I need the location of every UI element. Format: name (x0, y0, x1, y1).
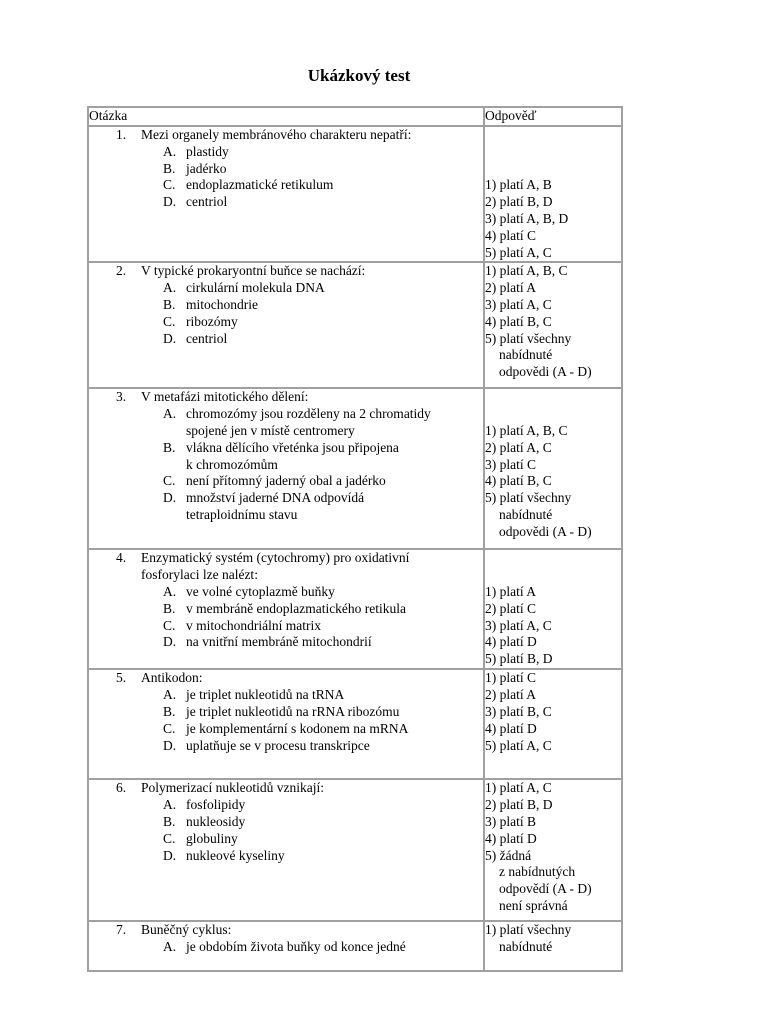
answer-column-header: Odpověď (484, 107, 622, 126)
answer-option: 5) žádná (485, 847, 532, 863)
question-number: 3. (116, 389, 127, 405)
question-rows (88, 126, 622, 971)
question-row (88, 549, 622, 669)
answer-cell (484, 388, 622, 549)
option-letter: C. (163, 617, 176, 633)
answer-option: 5) platí A, C (485, 737, 552, 753)
option-item: D. centriol (163, 194, 228, 210)
option-letter: D. (163, 330, 177, 346)
answer-option: 1) platí A, C (485, 780, 552, 796)
answer-option: 4) platí B, C (485, 313, 552, 329)
option-item: B. jadérko (163, 160, 227, 176)
answer-option: 4) platí D (485, 720, 537, 736)
question-cell (88, 779, 484, 921)
question-text: 6. Polymerizací nukleotidů vznikají: (116, 780, 324, 796)
question-cell (88, 126, 484, 262)
option-letter: B. (163, 160, 176, 176)
question-column-header: Otázka (88, 107, 484, 126)
answer-option: 3) platí A, B, D (485, 210, 569, 226)
option-letter: C. (163, 473, 176, 489)
option-item: A. je obdobím života buňky od konce jedné (163, 939, 406, 955)
option-item: D. na vnitřní membráně mitochondrií (163, 634, 372, 650)
question-text: 2. V typické prokaryontní buňce se nachází: (116, 263, 366, 279)
question-number: 4. (116, 550, 127, 566)
option-letter: C. (163, 720, 176, 736)
answer-option: 2) platí A (485, 687, 536, 703)
option-item: B. v membráně endoplazmatického retikula (163, 600, 407, 616)
answer-option: 4) platí C (485, 227, 536, 243)
question-cell (88, 262, 484, 388)
option-item: A. fosfolipidy (163, 797, 246, 813)
option-letter: A. (163, 939, 177, 955)
answer-cell (484, 779, 622, 921)
answer-option: 4) platí B, C (485, 473, 552, 489)
answer-option: 1) platí C (485, 670, 536, 686)
question-cell (88, 549, 484, 669)
answer-option: 3) platí B (485, 813, 536, 829)
question-row (88, 779, 622, 921)
question-text: 5. Antikodon: (116, 670, 203, 686)
answer-option: 3) platí A, C (485, 296, 552, 312)
question-cell (88, 669, 484, 779)
answer-option: 5) platí všechny (485, 330, 572, 346)
option-item: A. ve volné cytoplazmě buňky (163, 583, 335, 599)
option-item: A. chromozómy jsou rozděleny na 2 chromatidy (163, 406, 431, 422)
answer-cell (484, 921, 622, 971)
question-text: 1. Mezi organely membránového charakteru nepatří: (116, 127, 412, 142)
option-letter: D. (163, 490, 177, 506)
question-text: 7. Buněčný cyklus: (116, 922, 232, 938)
table-header-row (88, 107, 622, 126)
option-letter: B. (163, 439, 176, 455)
answer-option: 3) platí A, C (485, 617, 552, 633)
option-letter: D. (163, 737, 177, 753)
option-item: k chromozómům (186, 456, 278, 472)
option-item: spojené jen v místě centromery (186, 422, 355, 438)
option-letter: D. (163, 634, 177, 650)
option-letter: A. (163, 406, 177, 422)
option-letter: A. (163, 143, 177, 159)
answer-option: odpovědí (A - D) (499, 881, 592, 897)
option-item: C. je komplementární s kodonem na mRNA (163, 720, 409, 736)
question-text: 3. V metafázi mitotického dělení: (116, 389, 309, 405)
option-item: B. vlákna dělícího vřeténka jsou připojena (163, 439, 399, 455)
answer-option: 5) platí B, D (485, 651, 553, 667)
answer-option: 1) platí A, B (485, 177, 552, 193)
answer-option: odpovědi (A - D) (499, 523, 592, 539)
document-title: Ukázkový test (307, 66, 411, 85)
answer-option: není správná (499, 897, 568, 913)
question-row (88, 126, 622, 262)
answer-option: nabídnuté (499, 939, 553, 955)
answer-option: 4) platí D (485, 830, 537, 846)
answer-option: 2) platí B, D (485, 797, 553, 813)
option-item: D. centriol (163, 330, 228, 346)
answer-option: 1) platí A, B, C (485, 263, 568, 279)
option-item: A. plastidy (163, 143, 229, 159)
answer-option: nabídnuté (499, 347, 553, 363)
answer-option: 2) platí B, D (485, 194, 553, 210)
option-item: C. endoplazmatické retikulum (163, 177, 334, 193)
option-letter: B. (163, 703, 176, 719)
option-item: C. ribozómy (163, 313, 238, 329)
answer-option: 2) platí C (485, 600, 536, 616)
answer-option: 2) platí A (485, 280, 536, 296)
option-item: C. globuliny (163, 830, 238, 846)
answer-cell (484, 669, 622, 779)
option-item: tetraploidnímu stavu (186, 506, 298, 522)
question-row (88, 669, 622, 779)
question-number: 7. (116, 922, 127, 938)
option-letter: D. (163, 847, 177, 863)
question-number: 6. (116, 780, 127, 796)
question-number: 1. (116, 127, 127, 142)
option-letter: D. (163, 194, 177, 210)
answer-option: 1) platí A (485, 583, 536, 599)
question-row (88, 388, 622, 549)
answer-option: 3) platí C (485, 456, 536, 472)
answer-option: 1) platí všechny (485, 922, 572, 938)
answer-option: 2) platí A, C (485, 439, 552, 455)
option-item: A. cirkulární molekula DNA (163, 280, 325, 296)
answer-option: 1) platí A, B, C (485, 422, 568, 438)
question-cell (88, 921, 484, 971)
question-text: 4. Enzymatický systém (cytochromy) pro oxidativní (116, 550, 410, 566)
answer-option: nabídnuté (499, 506, 553, 522)
option-letter: A. (163, 280, 177, 296)
option-item: C. není přítomný jaderný obal a jadérko (163, 473, 386, 489)
option-letter: A. (163, 797, 177, 813)
question-row (88, 262, 622, 388)
question-number: 2. (116, 263, 127, 279)
option-letter: C. (163, 830, 176, 846)
question-cell (88, 388, 484, 549)
answer-option: 5) platí A, C (485, 244, 552, 260)
option-letter: C. (163, 313, 176, 329)
answer-option: 4) platí D (485, 634, 537, 650)
question-text: fosforylaci lze nalézt: (141, 567, 258, 583)
option-item: B. je triplet nukleotidů na rRNA ribozómu (163, 703, 400, 719)
answer-cell (484, 549, 622, 669)
answer-cell (484, 262, 622, 388)
option-item: A. je triplet nukleotidů na tRNA (163, 687, 345, 703)
answer-option: 3) platí B, C (485, 703, 552, 719)
option-letter: B. (163, 296, 176, 312)
option-letter: B. (163, 600, 176, 616)
option-item: D. uplatňuje se v procesu transkripce (163, 737, 370, 753)
option-letter: A. (163, 583, 177, 599)
answer-option: odpovědi (A - D) (499, 364, 592, 380)
option-item: B. mitochondrie (163, 296, 258, 312)
test-table (87, 106, 623, 972)
question-row (88, 921, 622, 971)
answer-option: 5) platí všechny (485, 490, 572, 506)
question-number: 5. (116, 670, 127, 686)
option-letter: B. (163, 813, 176, 829)
answer-option: z nabídnutých (499, 864, 576, 880)
option-item: D. množství jaderné DNA odpovídá (163, 490, 365, 506)
option-item: B. nukleosidy (163, 813, 246, 829)
answer-cell (484, 126, 622, 262)
option-item: C. v mitochondriální matrix (163, 617, 321, 633)
option-letter: A. (163, 687, 177, 703)
option-item: D. nukleové kyseliny (163, 847, 285, 863)
option-letter: C. (163, 177, 176, 193)
